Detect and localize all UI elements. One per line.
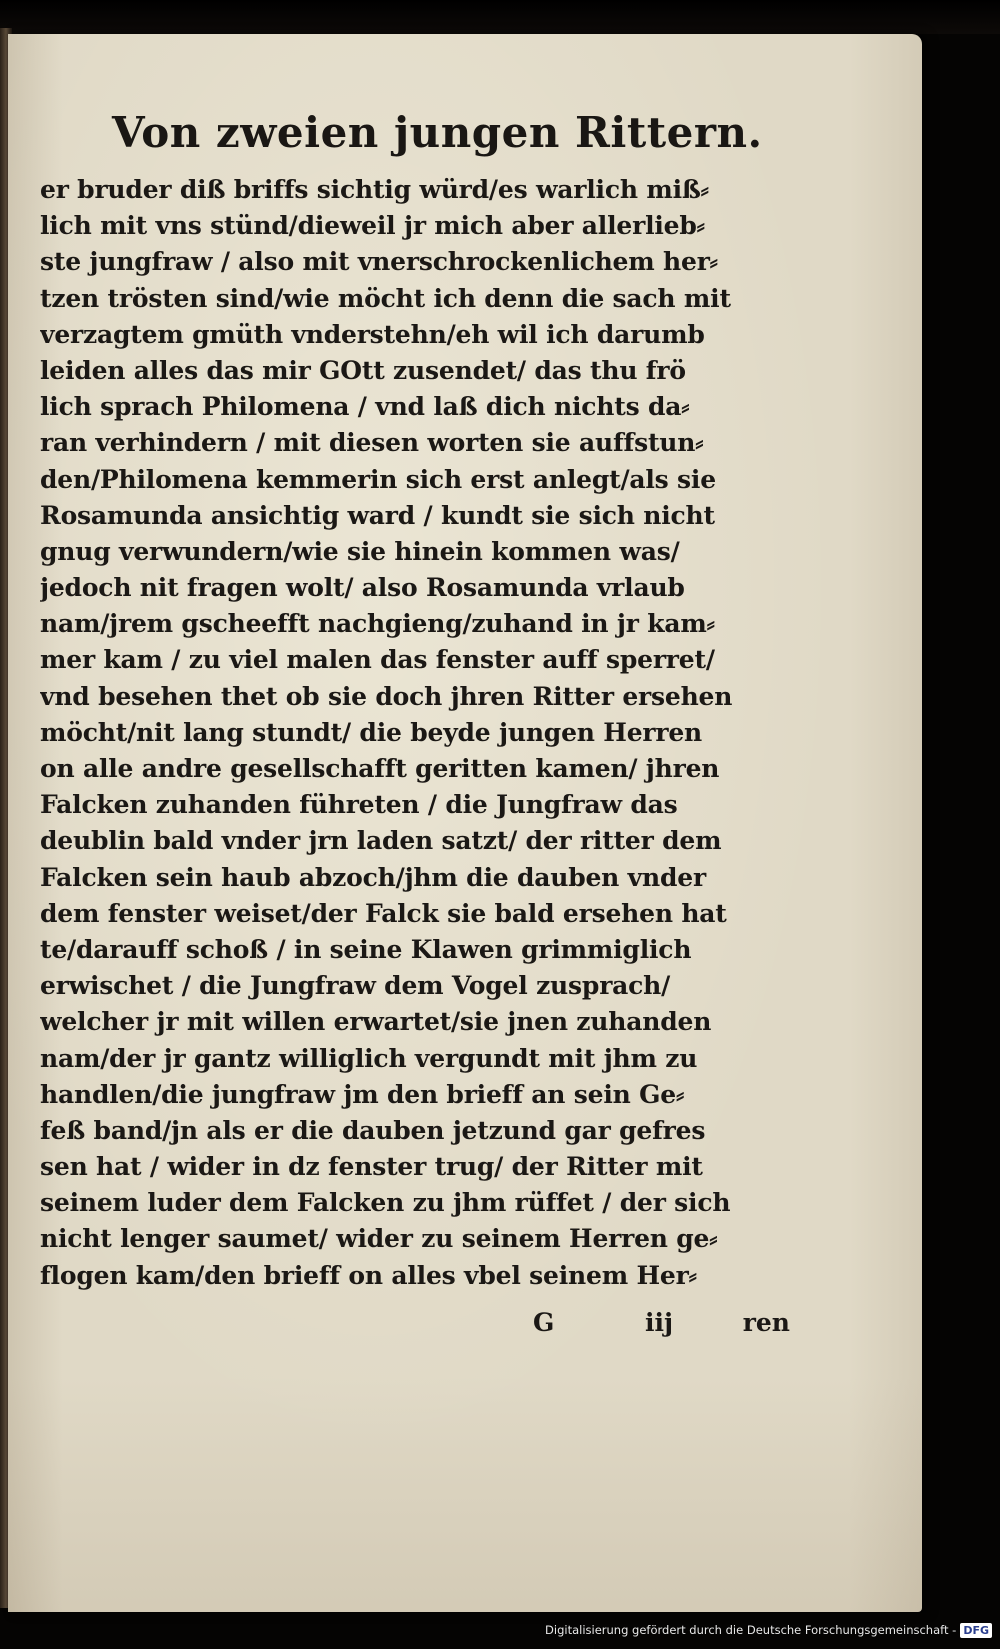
text-line: seinem luder dem Falcken zu jhm rüffet / der sich bbox=[40, 1188, 731, 1218]
text-line: feß band/jn als er die dauben jetzund gar gefres bbox=[40, 1115, 706, 1145]
text-line: Falcken zuhanden führeten / die Jungfraw das bbox=[40, 790, 678, 820]
text-line: handlen/die jungfraw jm den brieff an sein Ge⸗ bbox=[40, 1079, 685, 1109]
text-block bbox=[40, 172, 775, 1294]
text-line: lich sprach Philomena / vnd laß dich nichts da⸗ bbox=[40, 392, 690, 422]
text-line: leiden alles das mir GOtt zusendet/ das thu frö bbox=[40, 355, 686, 385]
text-line: te/darauff schoß / in seine Klawen grimmiglich bbox=[40, 934, 692, 964]
dfg-footer-text: Digitalisierung gefördert durch die Deutsche Forschungsgemeinschaft - bbox=[545, 1623, 957, 1637]
text-line: lich mit vns stünd/dieweil jr mich aber allerlieb⸗ bbox=[40, 211, 705, 241]
text-line: deublin bald vnder jrn laden satzt/ der ritter dem bbox=[40, 826, 722, 856]
text-line: Rosamunda ansichtig ward / kundt sie sich nicht bbox=[40, 500, 715, 530]
text-line: er bruder diß briffs sichtig würd/es warlich miß⸗ bbox=[40, 175, 709, 204]
dfg-logo: DFG bbox=[960, 1623, 992, 1638]
signature-mark: G bbox=[533, 1308, 555, 1337]
catchword: ren bbox=[742, 1308, 790, 1337]
text-line: flogen kam/den brieff on alles vbel seinem Her⸗ bbox=[40, 1260, 697, 1290]
text-line: tzen trösten sind/wie möcht ich denn die sach mit bbox=[40, 283, 731, 313]
running-head: Von zweien jungen Rittern. bbox=[112, 108, 763, 157]
text-line: erwischet / die Jungfraw dem Vogel zusprach/ bbox=[40, 971, 671, 1001]
text-line: jedoch nit fragen wolt/ also Rosamunda vrlaub bbox=[40, 573, 685, 603]
signature-number: iij bbox=[645, 1308, 674, 1337]
dfg-footer bbox=[545, 1619, 992, 1641]
text-line: on alle andre gesellschafft geritten kamen/ jhren bbox=[40, 754, 720, 783]
text-line: mer kam / zu viel malen das fenster auff sperret/ bbox=[40, 645, 715, 675]
text-line: ste jungfraw / also mit vnerschrockenlichem her⸗ bbox=[40, 247, 718, 277]
text-line: möcht/nit lang stundt/ die beyde jungen Herren bbox=[40, 717, 703, 747]
top-edge bbox=[0, 0, 1000, 34]
text-line: verzagtem gmüth vnderstehn/eh wil ich darumb bbox=[40, 319, 705, 349]
text-line: vnd besehen thet ob sie doch jhren Ritter ersehen bbox=[40, 681, 733, 711]
signature-line bbox=[520, 1308, 790, 1344]
text-line: Falcken sein haub abzoch/jhm die dauben vnder bbox=[40, 862, 706, 892]
text-line: nam/jrem gscheefft nachgieng/zuhand in jr kam⸗ bbox=[40, 609, 715, 639]
text-line: dem fenster weiset/der Falck sie bald ersehen hat bbox=[40, 898, 727, 928]
text-line: welcher jr mit willen erwartet/sie jnen zuhanden bbox=[40, 1007, 712, 1037]
text-line: den/Philomena kemmerin sich erst anlegt/als sie bbox=[40, 464, 716, 494]
text-line: ran verhindern / mit diesen worten sie auffstun⸗ bbox=[40, 428, 704, 458]
text-line: nicht lenger saumet/ wider zu seinem Herren ge⸗ bbox=[40, 1224, 718, 1254]
text-line: sen hat / wider in dz fenster trug/ der Ritter mit bbox=[40, 1152, 703, 1182]
text-line: gnug verwundern/wie sie hinein kommen was/ bbox=[40, 536, 680, 566]
text-line: nam/der jr gantz williglich vergundt mit jhm zu bbox=[40, 1043, 698, 1073]
